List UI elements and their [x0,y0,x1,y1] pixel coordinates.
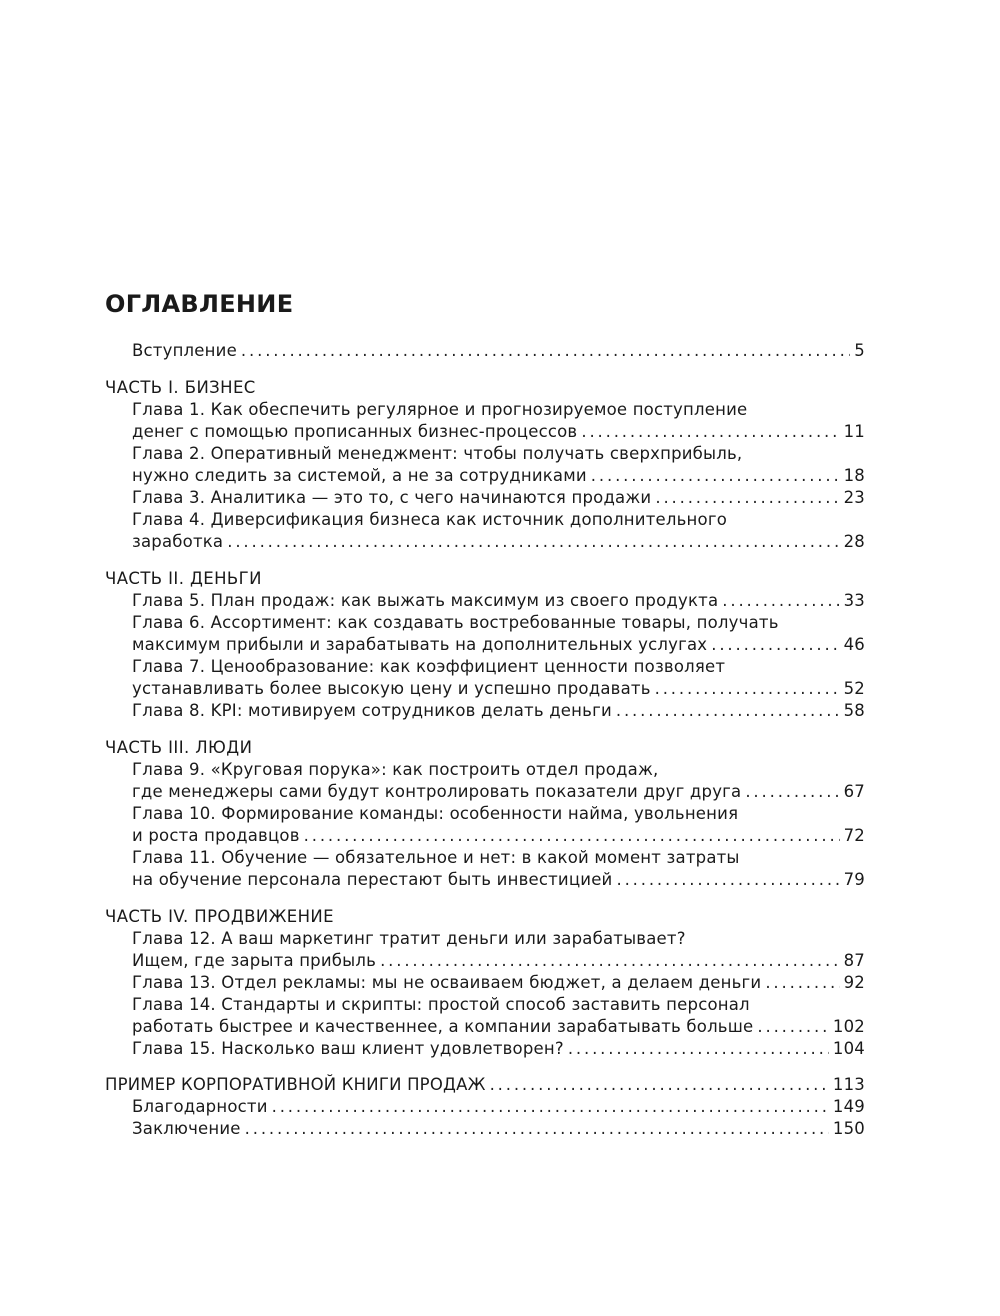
entry-last-line [132,590,865,612]
dot-leader [380,950,840,972]
entry-title-line: Вступление [132,341,237,360]
entry-title-line: Глава 4. Диверсификация бизнеса как источник дополнительного [132,510,728,529]
entry-last-line [132,531,865,553]
toc-entry[interactable] [105,487,865,509]
dot-leader [757,1016,829,1038]
dot-leader [272,1096,829,1118]
part-heading[interactable]: ЧАСТЬ I. БИЗНЕС [105,378,256,397]
dot-leader [304,825,840,847]
page-number: 67 [843,782,865,801]
entry-title-line: Глава 9. «Круговая порука»: как построить отдел продаж, [132,760,659,779]
page-number: 150 [832,1119,865,1138]
dot-leader [245,1118,829,1140]
entry-last-line [132,825,865,847]
page-number: 104 [832,1039,865,1058]
entry-last-line [132,421,865,443]
entry-title-line: Глава 5. План продаж: как выжать максимум из своего продукта [132,591,719,610]
toc-entry[interactable] [105,972,865,994]
entry-title-line: максимум прибыли и зарабатывать на дополнительных услугах [132,635,708,654]
page-title: ОГЛАВЛЕНИЕ [105,290,294,318]
entry-last-line [132,781,865,803]
page-number: 87 [843,951,865,970]
entry-title-line: Глава 7. Ценообразование: как коэффициент ценности позволяет [132,657,726,676]
page-number: 79 [843,870,865,889]
page-number: 102 [832,1017,865,1036]
entry-title-line: ПРИМЕР КОРПОРАТИВНОЙ КНИГИ ПРОДАЖ [105,1075,486,1094]
page-number: 33 [843,591,865,610]
dot-leader [490,1074,829,1096]
dot-leader [568,1038,829,1060]
page-number: 11 [843,422,865,441]
page-number: 23 [843,488,865,507]
entry-title-line: и роста продавцов [132,826,300,845]
page-number: 28 [843,532,865,551]
entry-title-line: Глава 6. Ассортимент: как создавать востребованные товары, получать [132,613,779,632]
entry-last-line [132,1096,865,1118]
toc-entry[interactable] [105,399,865,443]
dot-leader [655,487,839,509]
toc-entry[interactable] [105,509,865,553]
toc-entry[interactable] [105,1118,865,1140]
entry-last-line [132,972,865,994]
dot-leader [711,634,839,656]
entry-last-line [132,869,865,891]
entry-last-line [132,950,865,972]
dot-leader [722,590,839,612]
entry-title-line: Глава 11. Обучение — обязательное и нет: в какой момент затраты [132,848,740,867]
page-number: 18 [843,466,865,485]
page-number: 46 [843,635,865,654]
dot-leader [765,972,839,994]
toc-entry[interactable] [105,1038,865,1060]
toc-entry[interactable] [105,803,865,847]
toc-entry[interactable] [105,340,865,362]
toc-entry[interactable] [105,590,865,612]
page-number: 72 [843,826,865,845]
dot-leader [745,781,839,803]
part-heading[interactable]: ЧАСТЬ II. ДЕНЬГИ [105,569,262,588]
entry-title-line: Глава 14. Стандарты и скрипты: простой способ заставить персонал [132,995,750,1014]
page-number: 149 [832,1097,865,1116]
entry-last-line [132,1038,865,1060]
entry-last-line [132,1016,865,1038]
page-number: 5 [854,341,865,360]
toc-entry[interactable] [105,847,865,891]
dot-leader [241,340,850,362]
entry-title-line: Глава 2. Оперативный менеджмент: чтобы получать сверхприбыль, [132,444,743,463]
dot-leader [616,869,839,891]
entry-title-line: Глава 12. А ваш маркетинг тратит деньги или зарабатывает? [132,929,686,948]
toc-entry[interactable] [105,612,865,656]
dot-leader [655,678,840,700]
dot-leader [581,421,839,443]
entry-title-line: Глава 8. KPI: мотивируем сотрудников делать деньги [132,701,612,720]
entry-last-line [132,634,865,656]
toc-entry[interactable] [105,928,865,972]
dot-leader [591,465,840,487]
page-number: 52 [843,679,865,698]
page-number: 92 [843,973,865,992]
entry-title-line: работать быстрее и качественнее, а компании зарабатывать больше [132,1017,754,1036]
toc-entry[interactable] [105,994,865,1038]
entry-last-line [132,1118,865,1140]
entry-title-line: нужно следить за системой, а не за сотрудниками [132,466,587,485]
entry-title-line: устанавливать более высокую цену и успешно продавать [132,679,651,698]
part-heading[interactable]: ЧАСТЬ III. ЛЮДИ [105,738,253,757]
entry-title-line: Глава 13. Отдел рекламы: мы не осваиваем бюджет, а делаем деньги [132,973,762,992]
entry-title-line: Глава 15. Насколько ваш клиент удовлетворен? [132,1039,564,1058]
entry-last-line [132,487,865,509]
entry-title-line: где менеджеры сами будут контролировать показатели друг друга [132,782,742,801]
toc-entry[interactable] [105,700,865,722]
entry-title-line: Благодарности [132,1097,268,1116]
part-heading[interactable]: ЧАСТЬ IV. ПРОДВИЖЕНИЕ [105,907,334,926]
toc-entry[interactable] [105,656,865,700]
entry-last-line [105,1074,865,1096]
entry-title-line: денег с помощью прописанных бизнес-процессов [132,422,578,441]
entry-title-line: Ищем, где зарыта прибыль [132,951,377,970]
entry-title-line: на обучение персонала перестают быть инвестицией [132,870,613,889]
table-of-contents [105,340,865,1140]
toc-entry[interactable] [105,759,865,803]
entry-last-line [132,465,865,487]
entry-last-line [132,340,865,362]
dot-leader [227,531,839,553]
page-number: 113 [832,1075,865,1094]
entry-title-line: Глава 3. Аналитика — это то, с чего начинаются продажи [132,488,652,507]
dot-leader [616,700,840,722]
entry-title-line: Глава 1. Как обеспечить регулярное и прогнозируемое поступление [132,400,748,419]
entry-last-line [132,678,865,700]
entry-title-line: Глава 10. Формирование команды: особенности найма, увольнения [132,804,739,823]
entry-title-line: Заключение [132,1119,241,1138]
entry-title-line: заработка [132,532,224,551]
toc-entry[interactable] [105,443,865,487]
toc-entry[interactable] [105,1096,865,1118]
entry-last-line [132,700,865,722]
appendix-heading[interactable] [105,1074,865,1096]
page-number: 58 [843,701,865,720]
